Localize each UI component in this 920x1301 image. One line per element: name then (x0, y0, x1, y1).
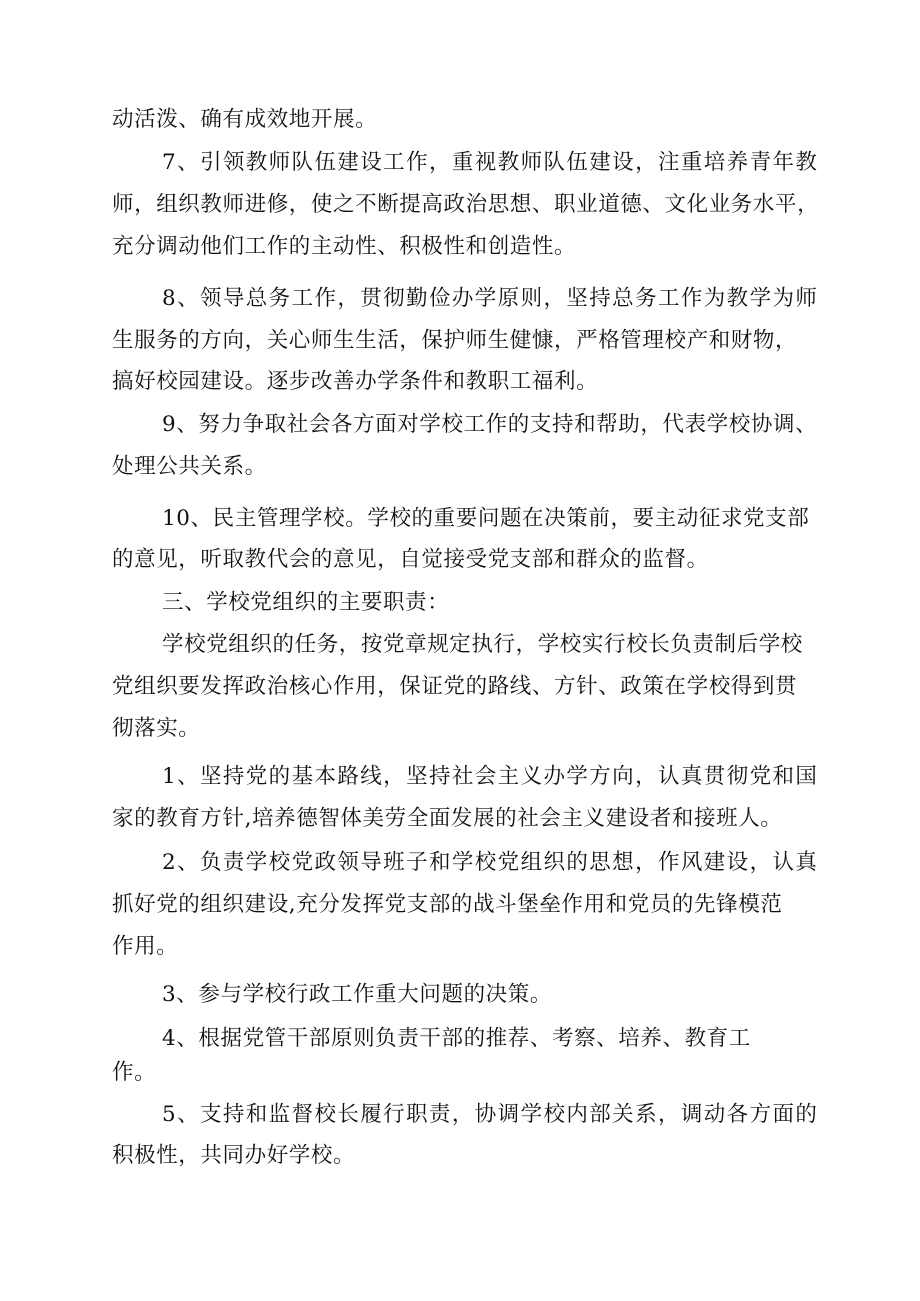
text-line: 2、负责学校党政领导班子和学校党组织的思想，作风建设，认真 (162, 850, 819, 875)
text-line: 生服务的方向，关心师生生活，保护师生健慷，严格管理校产和财物， (112, 328, 798, 353)
text-line: 学校党组织的任务，按党章规定执行，学校实行校长负责制后学校 (162, 632, 803, 657)
text-line: 动活泼、确有成效地开展。 (112, 107, 378, 132)
text-line: 10、民主管理学校。学校的重要问题在决策前，要主动征求党支部 (162, 506, 810, 531)
text-line: 作。 (112, 1060, 157, 1085)
text-line: 搞好校园建设。逐步改善办学条件和教职工福利。 (112, 369, 599, 394)
text-line: 作用。 (112, 934, 179, 959)
text-line: 彻落实。 (112, 716, 201, 741)
text-line: 1、坚持党的基本路线，坚持社会主义办学方向，认真贯彻党和国 (162, 764, 819, 789)
text-line: 家的教育方针,培养德智体美劳全面发展的社会主义建设者和接班人。 (112, 806, 783, 831)
text-line: 党组织要发挥政治核心作用，保证党的路线、方针、政策在学校得到贯 (112, 674, 798, 699)
text-line: 3、参与学校行政工作重大问题的决策。 (162, 982, 552, 1007)
text-line: 处理公共关系。 (112, 454, 267, 479)
text-line: 师，组织教师进修，使之不断提高政治思想、职业道德、文化业务水平， (112, 192, 820, 217)
text-line: 8、领导总务工作，贯彻勤俭办学原则，坚持总务工作为教学为师 (162, 286, 819, 311)
text-line: 5、支持和监督校长履行职责，协调学校内部关系，调动各方面的 (162, 1102, 819, 1127)
text-line: 抓好党的组织建设,充分发挥党支部的战斗堡垒作用和党员的先锋模范 (112, 892, 783, 917)
text-line: 积极性，共同办好学校。 (112, 1143, 356, 1168)
text-line: 4、根据党管干部原则负责干部的推荐、考察、培养、教育工 (162, 1026, 751, 1051)
text-line: 的意见，听取教代会的意见，自觉接受党支部和群众的监督。 (112, 547, 709, 572)
text-line: 充分调动他们工作的主动性、积极性和创造性。 (112, 234, 577, 259)
text-line: 7、引领教师队伍建设工作，重视教师队伍建设，注重培养青年教 (162, 150, 819, 175)
section-heading: 三、学校党组织的主要职责： (162, 590, 450, 615)
text-line: 9、努力争取社会各方面对学校工作的支持和帮助，代表学校协调、 (162, 412, 818, 437)
